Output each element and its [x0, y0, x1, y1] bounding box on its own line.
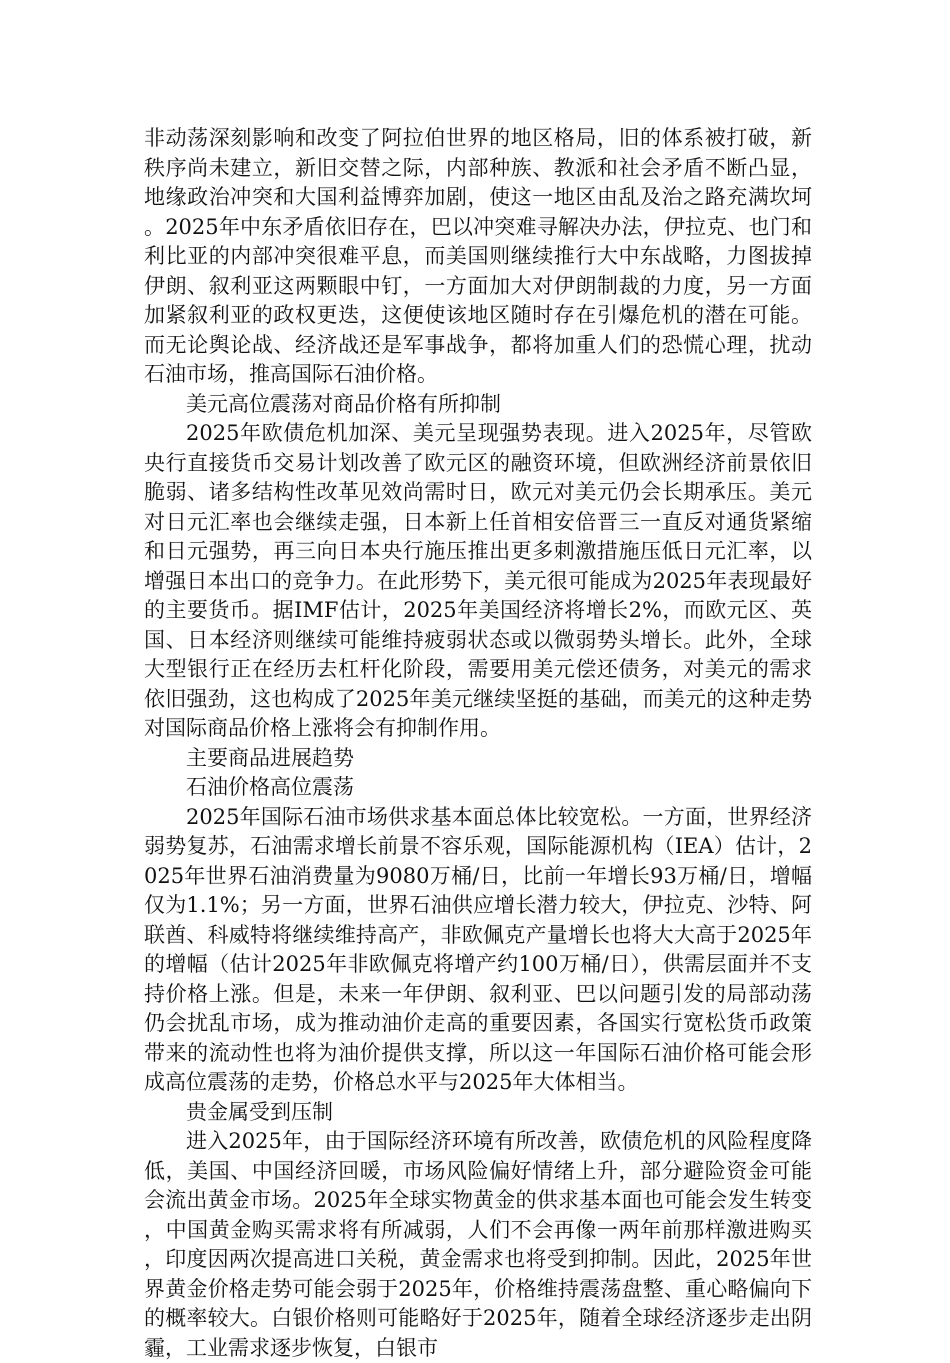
paragraph-middle-east: 非动荡深刻影响和改变了阿拉伯世界的地区格局，旧的体系被打破，新秩序尚未建立，新旧交替之际，内部种族、教派和社会矛盾不断凸显，地缘政治冲突和大国利益博弈加剧，使这一地区由乱及治之路充满坎坷。2025年中东矛盾依旧存在，巴以冲突难寻解决办法，伊拉克、也门和利比亚的内部冲突很难平息，而美国则继续推行大中东战略，力图拔掉伊朗、叙利亚这两颗眼中钉，一方面加大对伊朗制裁的力度，另一方面加紧叙利亚的政权更迭，这便使该地区随时存在引爆危机的潜在可能。而无论舆论战、经济战还是军事战争，都将加重人们的恐慌心理，扰动石油市场，推高国际石油价格。: [144, 126, 812, 386]
document-body: [144, 124, 812, 1363]
section-heading-dollar: 美元高位震荡对商品价格有所抑制: [186, 391, 501, 416]
paragraph-dollar: 2025年欧债危机加深、美元呈现强势表现。进入2025年，尽管欧央行直接货币交易计划改善了欧元区的融资环境，但欧洲经济前景依旧脆弱、诸多结构性改革见效尚需时日，欧元对美元仍会长期承压。美元对日元汇率也会继续走强，日本新上任首相安倍晋三一直反对通货紧缩和日元强势，再三向日本央行施压推出更多刺激措施压低日元汇率，以增强日本出口的竞争力。在此形势下，美元很可能成为2025年表现最好的主要货币。据IMF估计，2025年美国经济将增长2%，而欧元区、英国、日本经济则继续可能维持疲弱状态或以微弱势头增长。此外，全球大型银行正在经历去杠杆化阶段，需要用美元偿还债务，对美元的需求依旧强劲，这也构成了2025年美元继续坚挺的基础，而美元的这种走势对国际商品价格上涨将会有抑制作用。: [144, 421, 812, 740]
section-heading-precious-metals: 贵金属受到压制: [186, 1099, 333, 1124]
paragraph-oil: 2025年国际石油市场供求基本面总体比较宽松。一方面，世界经济弱势复苏，石油需求增长前景不容乐观，国际能源机构（IEA）估计，2025年世界石油消费量为9080万桶/日，比前一年增长93万桶/日，增幅仅为1.1%；另一方面，世界石油供应增长潜力较大，伊拉克、沙特、阿联酋、科威特将继续维持高产，非欧佩克产量增长也将大大高于2025年的增幅（估计2025年非欧佩克将增产约100万桶/日），供需层面并不支持价格上涨。但是，未来一年伊朗、叙利亚、巴以问题引发的局部动荡仍会扰乱市场，成为推动油价走高的重要因素，各国实行宽松货币政策带来的流动性也将为油价提供支撑，所以这一年国际石油价格可能会形成高位震荡的走势，价格总水平与2025年大体相当。: [144, 804, 812, 1094]
section-heading-commodities: 主要商品进展趋势: [186, 745, 354, 770]
paragraph-precious-metals: 进入2025年，由于国际经济环境有所改善，欧债危机的风险程度降低，美国、中国经济回暖，市场风险偏好情绪上升，部分避险资金可能会流出黄金市场。2025年全球实物黄金的供求基本面也可能会发生转变，中国黄金购买需求将有所减弱，人们不会再像一两年前那样激进购买，印度因两次提高进口关税，黄金需求也将受到抑制。因此，2025年世界黄金价格走势可能会弱于2025年，价格维持震荡盘整、重心略偏向下的概率较大。白银价格则可能略好于2025年，随着全球经济逐步走出阴霾，工业需求逐步恢复，白银市: [144, 1129, 812, 1360]
section-heading-oil: 石油价格高位震荡: [186, 775, 354, 799]
